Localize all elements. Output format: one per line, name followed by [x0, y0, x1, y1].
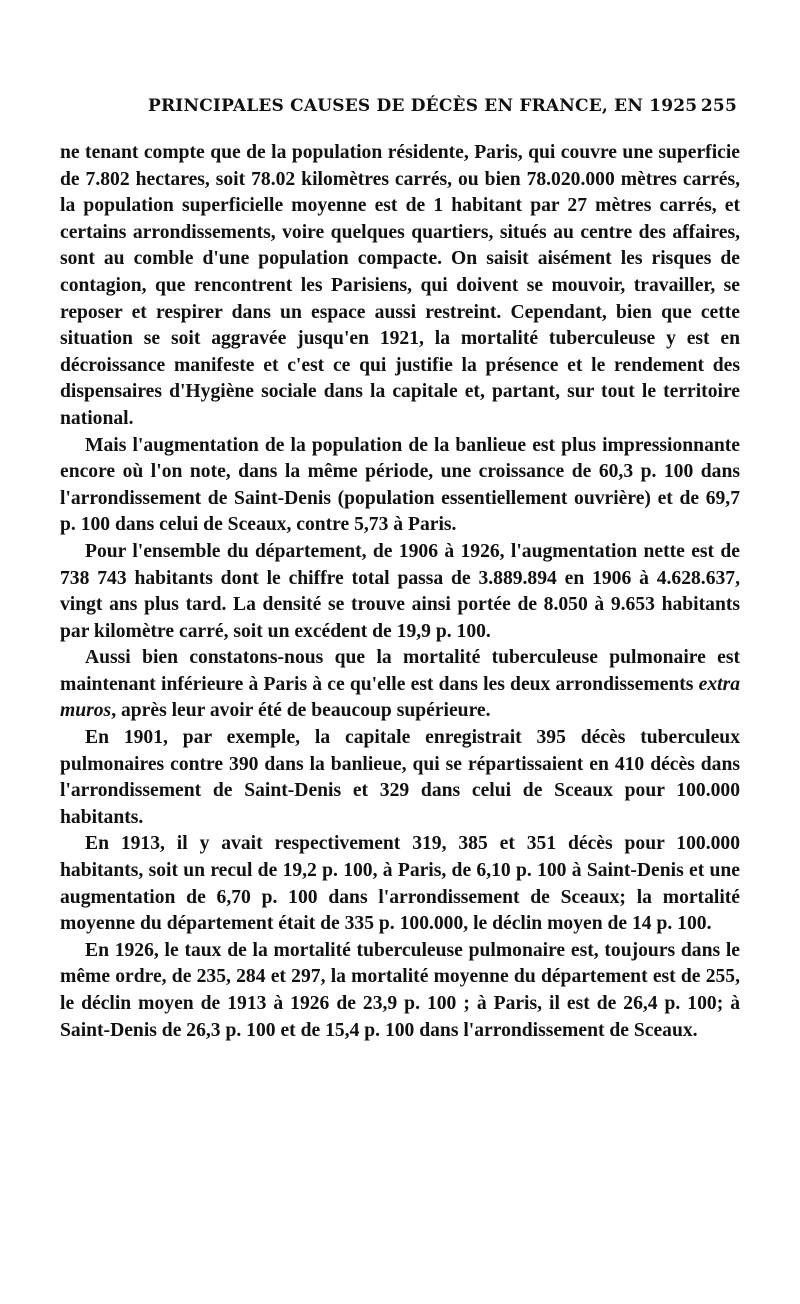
page-number: 255: [700, 96, 737, 116]
paragraph-4-text-start: Aussi bien constatons-nous que la mortalité tuberculeuse pulmonaire est maintenant inférieure à Paris à ce qu'elle est dans les deux arrondissements: [60, 647, 740, 695]
italic-phrase: extra muros: [60, 673, 740, 722]
paragraph-4: [60, 645, 740, 725]
page-header: [60, 94, 740, 124]
paragraph-6: En 1913, il y avait respectivement 319, 385 et 351 décès pour 100.000 habitants, soit un recul de 19,2 p. 100, à Paris, de 6,10 p. 100 à Saint-Denis et une augmentation de 6,70 p. 100 dans l'arrondissement de Sceaux; la mortalité moyenne du département était de 335 p. 100.000, le déclin moyen de 14 p. 100.: [60, 833, 740, 935]
paragraph-5: En 1901, par exemple, la capitale enregistrait 395 décès tuberculeux pulmonaires contre 390 dans la banlieue, qui se répartissaient en 410 décès dans l'arrondissement de Saint-Denis et 329 dans celui de Sceaux pour 100.000 habitants.: [60, 727, 740, 828]
paragraph-4-text-end: , après leur avoir été de beaucoup supérieure.: [111, 700, 491, 722]
running-title: PRINCIPALES CAUSES DE DÉCÈS EN FRANCE, EN 1925: [148, 96, 698, 116]
paragraph-1: ne tenant compte que de la population résidente, Paris, qui couvre une superficie de 7.802 hectares, soit 78.02 kilomètres carrés, ou bien 78.020.000 mètres carrés, la population superficielle moyenne est de 1 habitant par 27 mètres carrés, et certains arrondissements, voire quelques quartiers, situés au centre des affaires, sont au comble d'une population compacte. On saisit aisément les risques de contagion, que rencontrent les Parisiens, qui doivent se mouvoir, travailler, se reposer et respirer dans un espace aussi restreint. Cependant, bien que cette situation se soit aggravée jusqu'en 1921, la mortalité tuberculeuse y est en décroissance manifeste et c'est ce qui justifie la présence et le rendement des dispensaires d'Hygiène sociale dans la capitale et, partant, sur tout le territoire national.: [60, 142, 740, 429]
paragraph-2: Mais l'augmentation de la population de la banlieue est plus impressionnante encore où l'on note, dans la même période, une croissance de 60,3 p. 100 dans l'arrondissement de Saint-Denis (population essentiellement ouvrière) et de 69,7 p. 100 dans celui de Sceaux, contre 5,73 à Paris.: [60, 434, 740, 536]
paragraph-7: En 1926, le taux de la mortalité tuberculeuse pulmonaire est, toujours dans le même ordre, de 235, 284 et 297, la mortalité moyenne du département est de 255, le déclin moyen de 1913 à 1926 de 23,9 p. 100 ; à Paris, il est de 26,4 p. 100; à Saint-Denis de 26,3 p. 100 et de 15,4 p. 100 dans l'arrondissement de Sceaux.: [60, 939, 740, 1041]
paragraph-3: Pour l'ensemble du département, de 1906 à 1926, l'augmentation nette est de 738 743 habitants dont le chiffre total passa de 3.889.894 en 1906 à 4.628.637, vingt ans plus tard. La densité se trouve ainsi portée de 8.050 à 9.653 habitants par kilomètre carré, soit un excédent de 19,9 p. 100.: [60, 540, 740, 642]
page-body: [60, 140, 740, 1044]
